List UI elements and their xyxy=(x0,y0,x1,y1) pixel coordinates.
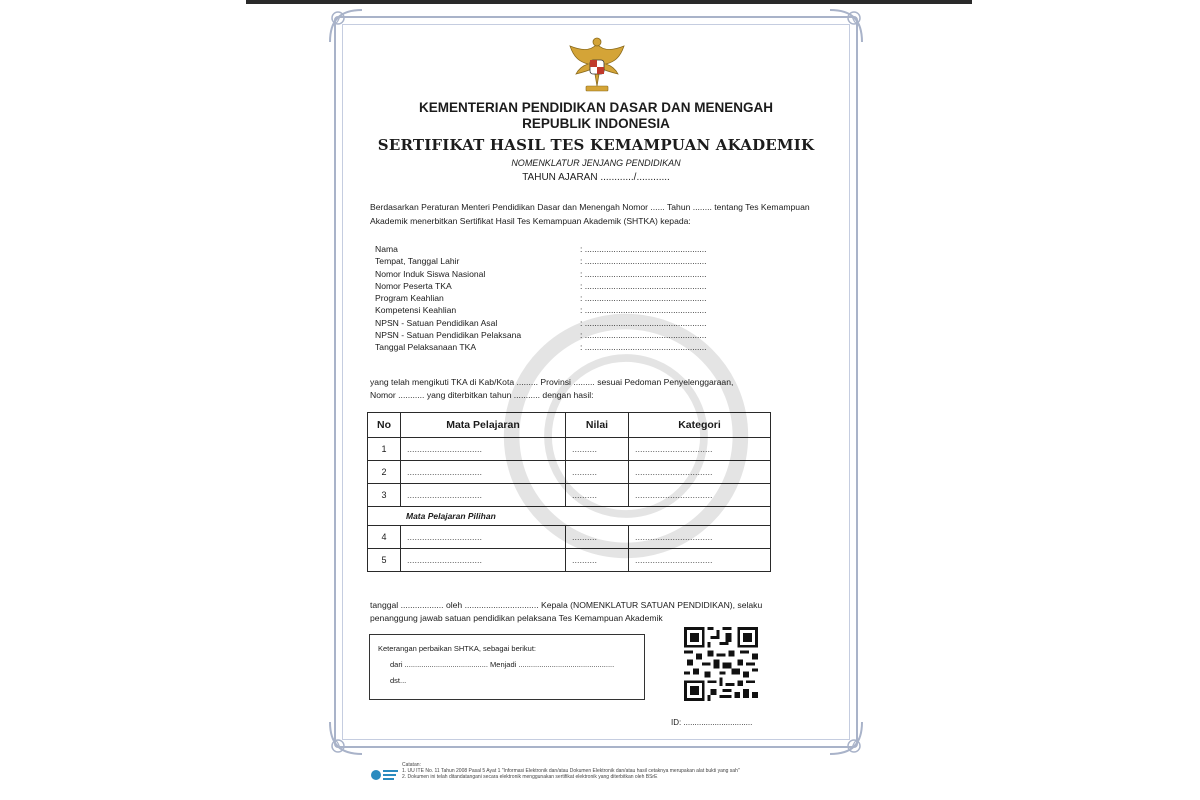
ministry-title: KEMENTERIAN PENDIDIKAN DASAR DAN MENENGAH xyxy=(418,100,773,115)
field-label: Nama xyxy=(375,244,398,254)
row-subject: .............................. xyxy=(401,526,566,549)
row-score: .......... xyxy=(566,526,629,549)
row-score: .......... xyxy=(566,438,629,461)
row-subject: .............................. xyxy=(401,484,566,507)
field-row xyxy=(375,280,835,292)
table-row xyxy=(368,549,771,572)
exam-info-paragraph xyxy=(370,376,840,402)
row-category: ............................... xyxy=(629,526,771,549)
closing-line: penanggung jawab satuan pendidikan pelaksana Tes Kemampuan Akademik xyxy=(370,613,663,623)
col-header-no: No xyxy=(368,413,401,438)
nomenclature-line: NOMENKLATUR JENJANG PENDIDIKAN xyxy=(511,158,681,168)
field-value: : ................................................... xyxy=(580,330,707,341)
note-line: dari ........................................ Menjadi .............................................. xyxy=(390,660,615,669)
field-value: : ................................................... xyxy=(580,342,707,353)
exam-info-line: Nomor ........... yang diterbitkan tahun ........... dengan hasil: xyxy=(370,390,594,400)
row-score: .......... xyxy=(566,461,629,484)
col-header-score: Nilai xyxy=(566,413,629,438)
footer-notes xyxy=(402,762,842,780)
footer-agency-logo-icon xyxy=(370,766,400,784)
garuda-emblem-icon xyxy=(566,34,628,96)
row-no: 3 xyxy=(368,484,401,507)
table-row xyxy=(368,526,771,549)
row-subject: .............................. xyxy=(401,438,566,461)
field-row xyxy=(375,243,835,255)
note-line: dst... xyxy=(390,676,407,685)
corner-ornament-icon xyxy=(826,718,866,758)
row-no: 4 xyxy=(368,526,401,549)
certificate-title: SERTIFIKAT HASIL TES KEMAMPUAN AKADEMIK xyxy=(377,136,815,154)
qr-code-icon xyxy=(684,627,758,701)
field-value: : ................................................... xyxy=(580,305,707,316)
row-score: .......... xyxy=(566,484,629,507)
closing-paragraph xyxy=(370,599,840,625)
id-line: ID: ............................... xyxy=(671,718,753,727)
row-category: ............................... xyxy=(629,549,771,572)
school-year-line: TAHUN AJARAN ............/............ xyxy=(522,172,670,183)
grades-table xyxy=(367,412,771,572)
footer-line: 1. UU ITE No. 11 Tahun 2008 Pasal 5 Ayat 1 "Informasi Elektronik dan/atau Dokumen Elektronik dan/atau hasil cetaknya merupakan alat bukti yang sah" xyxy=(402,768,740,774)
elective-label: Mata Pelajaran Pilihan xyxy=(368,507,771,526)
field-row xyxy=(375,268,835,280)
note-line: Keterangan perbaikan SHTKA, sebagai berikut: xyxy=(378,644,537,653)
corner-ornament-icon xyxy=(326,6,366,46)
table-row xyxy=(368,484,771,507)
row-subject: .............................. xyxy=(401,461,566,484)
row-no: 1 xyxy=(368,438,401,461)
table-row xyxy=(368,461,771,484)
row-subject: .............................. xyxy=(401,549,566,572)
field-value: : ................................................... xyxy=(580,280,707,291)
row-no: 5 xyxy=(368,549,401,572)
table-header-row xyxy=(368,413,771,438)
row-score: .......... xyxy=(566,549,629,572)
exam-info-line: yang telah mengikuti TKA di Kab/Kota ......... Provinsi ......... sesuai Pedoman Penyelenggaraan, xyxy=(370,377,734,387)
field-label: Kompetensi Keahlian xyxy=(375,305,457,316)
table-row xyxy=(368,438,771,461)
row-no: 2 xyxy=(368,461,401,484)
certificate-page xyxy=(326,6,866,780)
row-category: ............................... xyxy=(629,461,771,484)
row-category: ............................... xyxy=(629,438,771,461)
field-row xyxy=(375,341,835,353)
footer-line: 2. Dokumen ini telah ditandatangani secara elektronik menggunakan sertifikat elektronik yang diterbitkan oleh BSrE xyxy=(402,774,658,780)
field-label: Nomor Induk Siswa Nasional xyxy=(375,268,486,279)
field-label: Program Keahlian xyxy=(375,293,444,304)
student-fields xyxy=(375,243,835,354)
col-header-category: Kategori xyxy=(629,413,771,438)
corner-ornament-icon xyxy=(826,6,866,46)
field-label: Nomor Peserta TKA xyxy=(375,280,452,291)
col-header-subject: Mata Pelajaran xyxy=(401,413,566,438)
field-value: : ................................................... xyxy=(580,293,707,304)
field-row xyxy=(375,255,835,267)
corner-ornament-icon xyxy=(326,718,366,758)
footer-line: Catatan: xyxy=(402,762,421,768)
field-value: : ................................................... xyxy=(580,268,707,279)
field-row xyxy=(375,329,835,341)
field-row xyxy=(375,317,835,329)
top-dark-bar xyxy=(246,0,972,4)
field-value: : ................................................... xyxy=(580,244,707,254)
closing-line: tanggal .................. oleh ............................... Kepala (NOMENKLATUR SATUAN PENDIDIKAN), selaku xyxy=(370,600,763,610)
field-label: NPSN - Satuan Pendidikan Asal xyxy=(375,317,498,328)
elective-subheader-row xyxy=(368,507,771,526)
field-label: Tanggal Pelaksanaan TKA xyxy=(375,342,477,353)
field-label: Tempat, Tanggal Lahir xyxy=(375,256,460,267)
country-title: REPUBLIK INDONESIA xyxy=(522,116,670,131)
field-label: NPSN - Satuan Pendidikan Pelaksana xyxy=(375,330,522,341)
correction-note-box xyxy=(369,634,645,700)
field-row xyxy=(375,304,835,316)
field-row xyxy=(375,292,835,304)
field-value: : ................................................... xyxy=(580,317,707,328)
row-category: ............................... xyxy=(629,484,771,507)
intro-paragraph: Berdasarkan Peraturan Menteri Pendidikan Dasar dan Menengah Nomor ...... Tahun ........ tentang Tes Kemampuan Akademik menerbitkan Sertifikat Hasil Tes Kemampuan Akademik (SHTKA) kepada: xyxy=(370,202,810,226)
field-value: : ................................................... xyxy=(580,256,707,267)
